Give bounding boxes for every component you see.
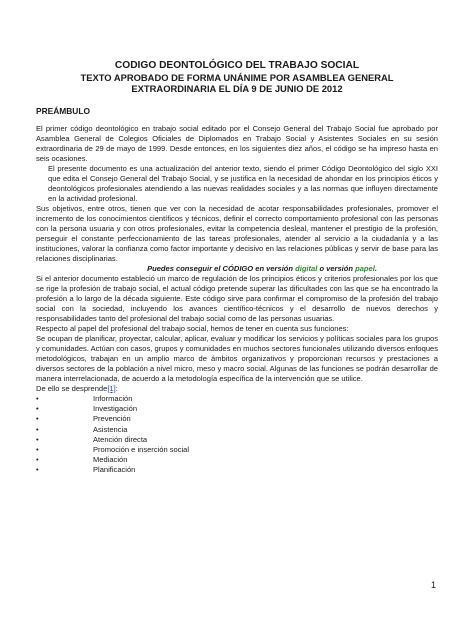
bullet-icon: • <box>36 434 39 444</box>
paragraph-7-text: De ello se desprende <box>36 384 108 393</box>
document-title: CODIGO DEONTOLÓGICO DEL TRABAJO SOCIAL <box>114 60 360 71</box>
functions-list <box>36 394 438 476</box>
paragraph-4: Si el anterior documento estableció un marco de regulación de los principios éticos y criterios profesionales por los que se rige la profesión de trabajo social, el actual código pretende superar las dificultades con las que se ha encontrado la profesión a lo largo de la década siguiente. Este código sirve para confirmar el compromiso de la profesión del trabajo social con la sociedad, incluyendo los avances científico-técnicos y el desarrollo de nuevos derechos y responsabilidades tanto del profesional del trabajo social como de las personas usuarias. <box>36 274 438 323</box>
list-item-label: Promoción e inserción social <box>93 444 190 454</box>
document-subtitle-line-2: EXTRAORDINARIA EL DÍA 9 DE JUNIO DE 2012 <box>131 83 343 94</box>
footnote-reference-link[interactable]: [1] <box>107 384 116 393</box>
list-item-label: Planificación <box>93 465 136 475</box>
page-number: 1 <box>430 580 436 590</box>
bullet-icon: • <box>36 414 39 424</box>
paragraph-3: Sus objetivos, entre otros, tienen que ver con la necesidad de acotar responsabilidades profesionales, promover el incremento de los conocimientos científicos y técnicos, definir el correcto comportamiento profesional con las personas con la persona usuaria y con otros profesionales, evitar la competencia desleal, mantener el prestigio de la profesión, perseguir el constante perfeccionamiento de las tareas profesionales, atender al servicio a la ciudadanía y a las instituciones, valorar la confianza como factor importante y decisivo en las relaciones públicas y servir de base para las relaciones disciplinarias. <box>36 204 438 263</box>
list-item <box>36 394 438 404</box>
bullet-icon: • <box>36 394 39 403</box>
paragraph-6: Se ocupan de planificar, proyectar, calcular, aplicar, evaluar y modificar los servicios y políticas sociales para los grupos y comunidades. Actúan con casos, grupos y comunidades en muchos sectores funcionales utilizando diversos enfoques metodológicos, trabajan en un amplio marco de ámbitos organizativos y proporcionan recursos y prestaciones a diversos sectores de la población a nivel micro, meso y macro social. Algunas de las funciones se podrán desarrollar de manera interrelacionada, de acuerdo a la metodología específica de la intervención que se utilice. <box>36 334 438 383</box>
list-item <box>36 414 438 424</box>
list-item <box>36 455 438 465</box>
document-subtitle-line-1: TEXTO APROBADO DE FORMA UNÁNIME POR ASAMBLEA GENERAL <box>80 72 394 83</box>
bullet-icon: • <box>36 404 39 414</box>
bullet-icon: • <box>36 424 39 434</box>
list-item <box>36 465 438 475</box>
list-item-label: Mediación <box>93 455 128 465</box>
section-heading-preambulo: PREÁMBULO <box>36 106 90 116</box>
list-item-label: Asistencia <box>93 424 128 434</box>
promo-suffix: . <box>374 264 377 273</box>
paragraph-7 <box>36 384 438 394</box>
bullet-icon: • <box>36 465 39 475</box>
paragraph-1: El primer código deontológico en trabajo social editado por el Consejo General del Trabajo Social fue aprobado por Asamblea General de Colegios Oficiales de Diplomados en Trabajo Social y Asistentes Sociales en su sesión extraordinaria de 29 de mayo de 1999. Desde entonces, en los siguientes diez años, el código se ha impreso hasta en seis ocasiones. <box>36 124 438 163</box>
promo-prefix: Puedes conseguir el CÓDIGO en versión <box>147 264 296 273</box>
preamble-body <box>36 124 438 476</box>
list-item <box>36 445 438 455</box>
list-item-label: Información <box>93 394 133 403</box>
paragraph-7-colon: : <box>115 384 118 393</box>
list-item <box>36 425 438 435</box>
paragraph-2: El presente documento es una actualización del anterior texto, siendo el primer Código Deontológico del siglo XXI que edita el Consejo General del Trabajo Social, y se justifica en la necesidad de ahondar en los principios éticos y deontológicos profesionales atendiendo a las nuevas realidades sociales y a las normas que influyen directamente en la actividad profesional. <box>48 164 438 203</box>
promo-middle: o versión <box>317 264 356 273</box>
paragraph-5: Respecto al papel del profesional del trabajo social, hemos de tener en cuenta sus funciones: <box>36 324 349 333</box>
list-item-label: Atención directa <box>93 434 148 444</box>
list-item-label: Prevención <box>93 414 131 424</box>
bullet-icon: • <box>36 455 39 465</box>
paper-version-link[interactable]: papel <box>355 264 375 273</box>
promo-line <box>36 264 438 274</box>
digital-version-link[interactable]: digital <box>295 264 318 273</box>
list-item <box>36 435 438 445</box>
list-item-label: Investigación <box>93 404 138 414</box>
bullet-icon: • <box>36 444 39 454</box>
list-item <box>36 404 438 414</box>
